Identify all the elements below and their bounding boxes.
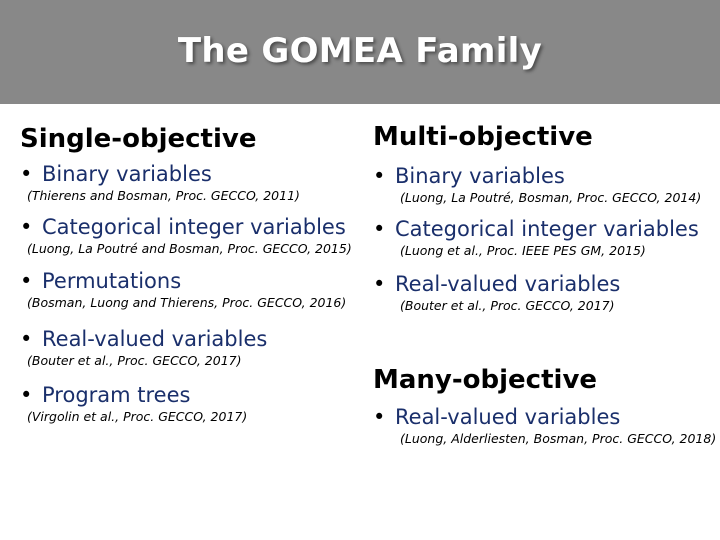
single-item-binary (20, 162, 370, 203)
single-objective-heading: Single-objective (20, 124, 257, 154)
bullet-icon: • (373, 217, 386, 241)
slide-title: The GOMEA Family (177, 31, 543, 71)
single-item-label: Real-valued variables (42, 327, 268, 351)
multi-item-binary (373, 164, 713, 205)
many-item-label: Real-valued variables (395, 405, 621, 429)
single-item-ref: (Thierens and Bosman, Proc. GECCO, 2011) (27, 188, 300, 203)
single-item-label: Binary variables (42, 162, 212, 186)
bullet-icon: • (20, 215, 33, 239)
bullet-icon: • (20, 269, 33, 293)
single-item-label: Categorical integer variables (42, 215, 346, 239)
single-item-label: Program trees (42, 383, 191, 407)
multi-objective-heading: Multi-objective (373, 122, 593, 152)
multi-item-ref: (Luong et al., Proc. IEEE PES GM, 2015) (400, 243, 646, 258)
many-item-real-valued (373, 405, 717, 446)
multi-objective-column (373, 122, 717, 446)
single-item-categorical (20, 215, 370, 256)
title-bar (0, 0, 720, 104)
many-objective-heading: Many-objective (373, 365, 598, 395)
bullet-icon: • (373, 405, 386, 429)
single-item-ref: (Bosman, Luong and Thierens, Proc. GECCO, 2016) (27, 295, 347, 310)
single-item-ref: (Virgolin et al., Proc. GECCO, 2017) (27, 409, 248, 424)
multi-item-ref: (Luong, La Poutré, Bosman, Proc. GECCO, 2014) (400, 190, 702, 205)
multi-item-real-valued (373, 272, 713, 313)
multi-item-label: Real-valued variables (395, 272, 621, 296)
single-item-permutations (20, 269, 370, 310)
bullet-icon: • (20, 327, 33, 351)
single-item-program-trees (20, 383, 370, 424)
single-item-label: Permutations (42, 269, 182, 293)
multi-item-categorical (373, 217, 713, 258)
single-item-real-valued (20, 327, 370, 368)
single-item-ref: (Luong, La Poutré and Bosman, Proc. GECCO, 2015) (27, 241, 352, 256)
single-objective-column (20, 124, 370, 424)
bullet-icon: • (373, 272, 386, 296)
multi-item-label: Categorical integer variables (395, 217, 699, 241)
multi-item-label: Binary variables (395, 164, 565, 188)
bullet-icon: • (20, 383, 33, 407)
multi-item-ref: (Bouter et al., Proc. GECCO, 2017) (400, 298, 615, 313)
single-item-ref: (Bouter et al., Proc. GECCO, 2017) (27, 353, 242, 368)
many-item-ref: (Luong, Alderliesten, Bosman, Proc. GECCO, 2018) (400, 431, 717, 446)
bullet-icon: • (20, 162, 33, 186)
bullet-icon: • (373, 164, 386, 188)
